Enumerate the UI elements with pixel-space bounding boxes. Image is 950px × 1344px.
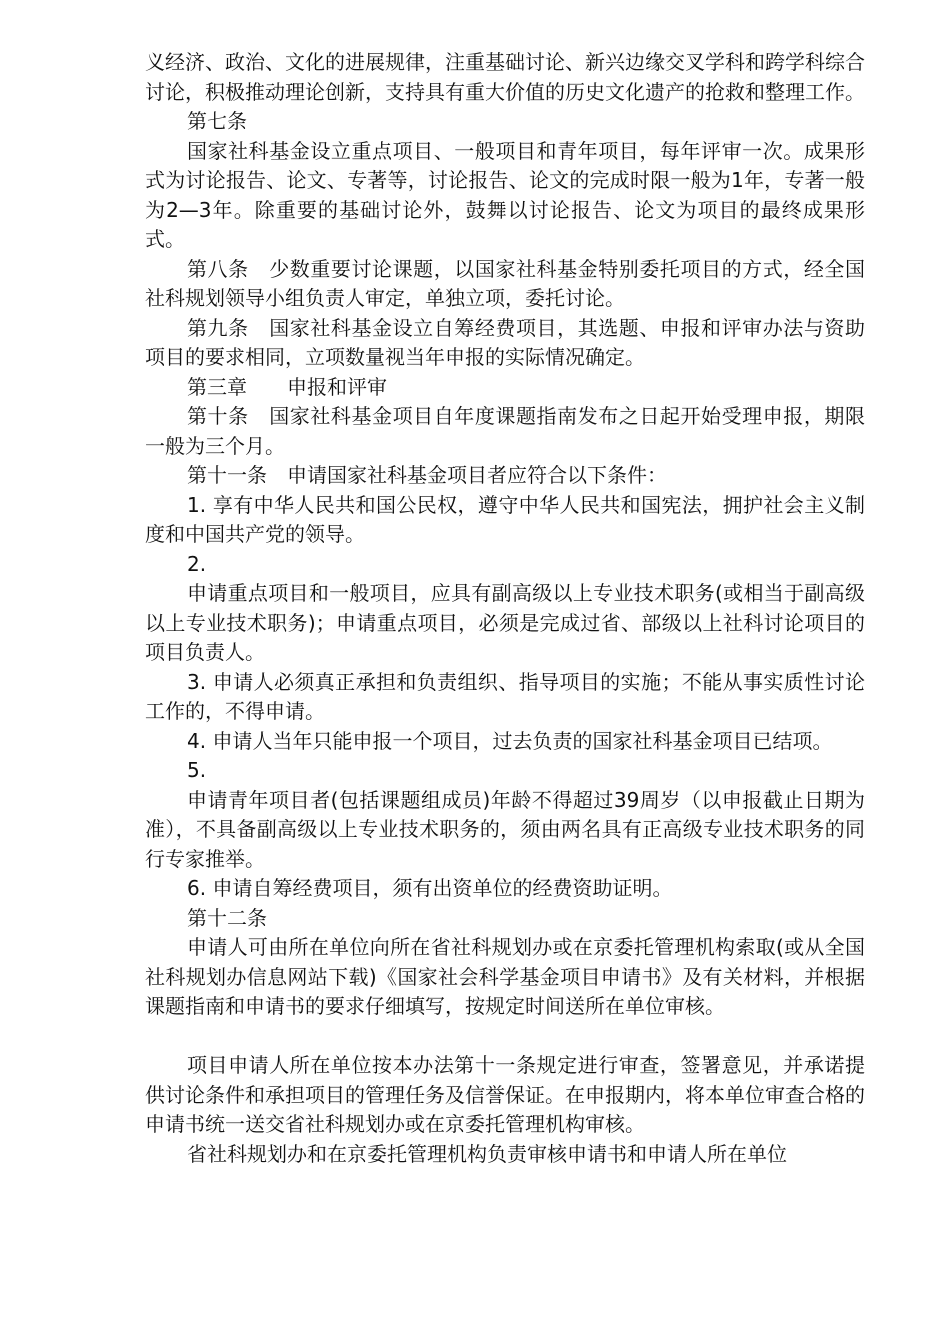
article-7-heading: 第七条 — [187, 109, 247, 133]
condition-2-body: 申请重点项目和一般项目，应具有副高级以上专业技术职务(或相当于副高级以上专业技术职务)；申请重点项目，必须是完成过省、部级以上社科讨论项目的项目负责人。 — [145, 581, 865, 664]
condition-6: 6. 申请自筹经费项目，须有出资单位的经费资助证明。 — [187, 876, 673, 900]
paragraph-continued-intro: 义经济、政治、文化的进展规律，注重基础讨论、新兴边缘交叉学科和跨学科综合讨论，积极推动理论创新，支持具有重大价值的历史文化遗产的抢救和整理工作。 — [145, 50, 865, 104]
article-12-body: 申请人可由所在单位向所在省社科规划办或在京委托管理机构索取(或从全国社科规划办信息网站下载)《国家社会科学基金项目申请书》及有关材料，并根据课题指南和申请书的要求仔细填写，按规定时间送所在单位审核。 — [145, 935, 865, 1018]
condition-1: 1. 享有中华人民共和国公民权，遵守中华人民共和国宪法，拥护社会主义制度和中国共产党的领导。 — [145, 492, 865, 546]
document-page — [145, 48, 865, 1169]
condition-2-number: 2. — [187, 551, 207, 576]
condition-5-number: 5. — [187, 758, 207, 782]
article-7-body: 国家社科基金设立重点项目、一般项目和青年项目，每年评审一次。成果形式为讨论报告、论文、专著等，讨论报告、论文的完成时限一般为1年，专著一般为2—3年。除重要的基础讨论外，鼓舞以讨论报告、论文为项目的最终成果形式。 — [145, 138, 865, 251]
condition-5-body: 申请青年项目者(包括课题组成员)年龄不得超过39周岁（以申报截止日期为准），不具备副高级以上专业技术职务的，须由两名具有正高级专业技术职务的同行专家推举。 — [145, 787, 865, 871]
article-10: 第十条 国家社科基金项目自年度课题指南发布之日起开始受理申报，期限一般为三个月。 — [145, 404, 865, 458]
chapter-3-heading: 第三章 申报和评审 — [187, 374, 387, 399]
article-11-heading: 第十一条 申请国家社科基金项目者应符合以下条件： — [187, 463, 667, 487]
article-9: 第九条 国家社科基金设立自筹经费项目，其选题、申报和评审办法与资助项目的要求相同，立项数量视当年申报的实际情况确定。 — [145, 315, 865, 369]
provincial-review-paragraph: 省社科规划办和在京委托管理机构负责审核申请书和申请人所在单位 — [187, 1141, 787, 1166]
article-8: 第八条 少数重要讨论课题，以国家社科基金特别委托项目的方式，经全国社科规划领导小组负责人审定，单独立项，委托讨论。 — [145, 256, 865, 310]
unit-review-paragraph: 项目申请人所在单位按本办法第十一条规定进行审查，签署意见，并承诺提供讨论条件和承担项目的管理任务及信誉保证。在申报期内，将本单位审查合格的申请书统一送交省社科规划办或在京委托管理机构审核。 — [145, 1053, 865, 1136]
article-12-heading: 第十二条 — [187, 905, 267, 930]
condition-3: 3. 申请人必须真正承担和负责组织、指导项目的实施；不能从事实质性讨论工作的，不得申请。 — [145, 669, 865, 723]
condition-4: 4. 申请人当年只能申报一个项目，过去负责的国家社科基金项目已结项。 — [187, 728, 833, 753]
blank-line — [145, 1022, 865, 1052]
